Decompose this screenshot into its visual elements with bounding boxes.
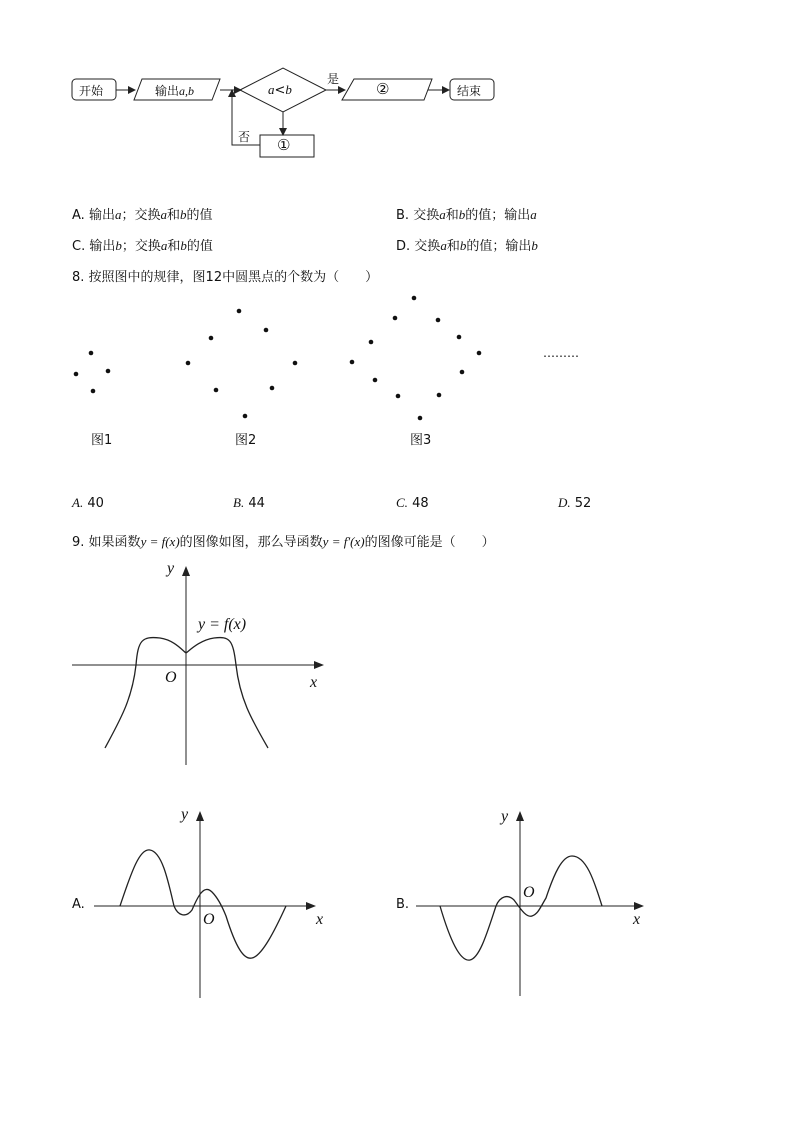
- q9-option-b-x-label: x: [633, 911, 641, 928]
- q9-main-y-label: y: [167, 560, 175, 577]
- q8-fig-label-3: 图3: [410, 433, 432, 448]
- q9-option-a-letter: A.: [72, 897, 85, 912]
- q7-option-b: B. 交换a和b的值；输出a: [396, 207, 537, 223]
- q9-main-x-label: x: [310, 674, 318, 691]
- q8-option-a: A. 40: [72, 495, 104, 511]
- q9-option-b-letter: B.: [396, 897, 410, 912]
- flow-end-label: 结束: [457, 84, 482, 98]
- q7-option-d: D. 交换a和b的值；输出b: [396, 238, 538, 254]
- flow-output-label: 输出a,b: [155, 84, 195, 98]
- q7-option-c: C. 输出b；交换a和b的值: [72, 238, 213, 254]
- q9-question: 9. 如果函数y = f(x)的图像如图，那么导函数y = f′(x)的图像可能是（ ）: [72, 534, 495, 550]
- q9-option-b-origin-label: O: [523, 884, 535, 901]
- flow-no-label: 否: [238, 130, 251, 144]
- q9-option-b-curve: [440, 856, 602, 960]
- flow-box2-label: ②: [376, 80, 390, 98]
- q9-option-a-origin-label: O: [203, 911, 215, 928]
- q8-option-b: B. 44: [233, 495, 265, 511]
- flow-yes-label: 是: [327, 72, 340, 86]
- q7-option-a: A. 输出a；交换a和b的值: [72, 207, 213, 223]
- flow-start-label: 开始: [79, 84, 104, 98]
- q8-fig-label-1: 图1: [91, 433, 113, 448]
- q8-option-d: D. 52: [558, 495, 592, 511]
- q9-main-origin-label: O: [165, 669, 177, 686]
- flow-condition-label: a<b: [268, 82, 292, 98]
- q8-question: 8. 按照图中的规律，图12中圆黑点的个数为（ ）: [72, 270, 379, 285]
- q8-ellipsis: ………: [543, 346, 579, 360]
- flow-box1-label: ①: [277, 136, 291, 154]
- q9-option-b-y-label: y: [501, 808, 509, 825]
- q8-fig-label-2: 图2: [235, 433, 257, 448]
- q9-option-a-y-label: y: [181, 806, 189, 823]
- q9-option-a-x-label: x: [316, 911, 324, 928]
- q9-main-curve-label: y = f(x): [198, 616, 247, 633]
- q8-option-c: C. 48: [396, 495, 429, 511]
